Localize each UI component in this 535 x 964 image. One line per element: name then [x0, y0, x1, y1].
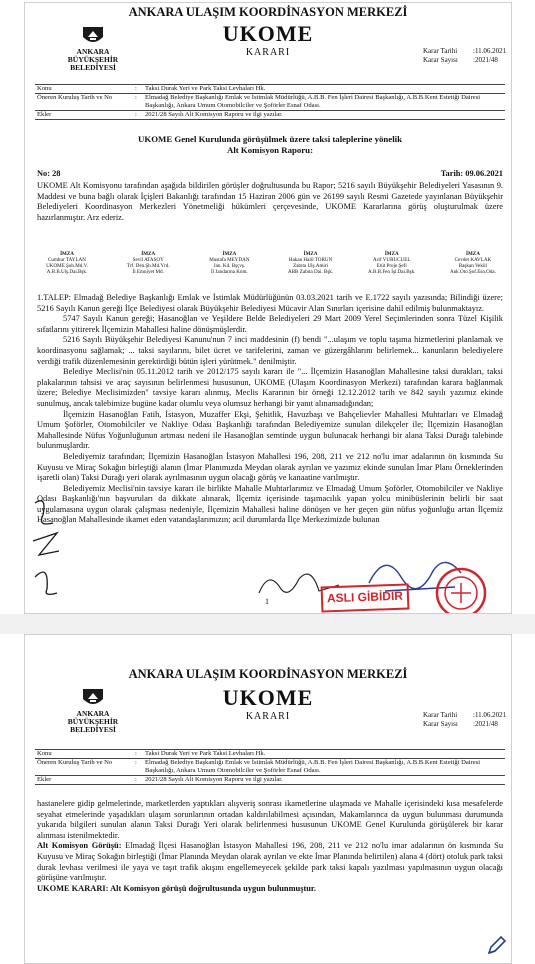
ekler-value: 2021/28 Sayılı Alt Komisyon Raporu ve ilgi yazılar. [143, 776, 505, 785]
pencil-icon[interactable] [485, 935, 507, 957]
signature-1: İMZA Cumhur TAYLAN UKOME Şub.Md.V. A.B.B.Ulş.Dai.Bşk. [46, 251, 88, 275]
oneren-label: Öneren Kuruluş Tarih ve No [35, 759, 133, 776]
ukome-karari-text: Alt Komisyon görüşü doğrultusunda uygun bulunmuştur. [110, 883, 316, 893]
signature-block [35, 251, 505, 275]
info-table: Konu : Taksi Durak Yeri ve Park Taksi Levhaları Hk. Öneren Kuruluş Tarih ve No : Elmadağ Belediye Başkanlığı Emlak ve İstimlak Müdürlüğü, A.B.B. Fen İşleri Dairesi Başkanlığı, A.B.B.Kent Estetiği Dairesi Başkanlığı, Ankara Umum Otomobilciler ve Şoförler Esnaf Odası. Ekler : 2021/28 Sayılı Alt Komisyon Raporu ve ilgi yazılar. [35, 84, 505, 120]
ankara-emblem-icon [80, 25, 106, 47]
round-seal-icon [429, 563, 493, 614]
alt-komisyon-text: Elmadağ İlçesi Hasanoğlan İstasyon Mahallesi 196, 208, 211 ve 212 no'lu imar adalarının ön kısmında Su Kuyusu ve Miraç Sokağın birleştiği (İmar Planında Meydan olarak ayrılan ve ekte İmar Planında belirtilen) alana 4 (dört) otoluk park taksi durak levhası verilmesi ile yaya ve taşıt trafik akışını engellemeyecek şekilde park taksi kapalı yazılması yapılmasının uygun olacağı görüşüne varılmıştır. [37, 841, 504, 883]
report-heading-2: Alt Komisyon Raporu: [226, 145, 314, 155]
ekler-value: 2021/28 Sayılı Alt Komisyon Raporu ve ilgi yazılar. [143, 111, 505, 120]
paragraph-talep: 1.TALEP: Elmadağ Belediye Başkanlığı Emlak ve İstimlak Müdürlüğünün 03.03.2021 tarih ve E.1722 sayılı yazısında; Bilindiği üzere; 5216 Sayılı Kanun gereği İlçe Belediyesi olarak Büyükşehir Belediyesi Mücavir Alan Sınırları içerisine dahil edilmiş bulunmaktayız. [37, 293, 503, 313]
oneren-value: Elmadağ Belediye Başkanlığı Emlak ve İstimlak Müdürlüğü, A.B.B. Fen İşleri Dairesi Başkanlığı, A.B.B.Kent Estetiği Dairesi Başkanlığı, Ankara Umum Otomobilciler ve Şoförler Esnaf Odası. [143, 759, 505, 776]
paragraph-7: Belediyemiz Meclisi'nin tavsiye kararı ile birlikte Mahalle Muhtarlarımız ve Elmadağ Umum Şoförler, Otomobilciler ve Nakliye Odası Başkanlığı'nın başvuruları da dikkate alınarak, İlçemiz içerisinde taşımacılık yapan yolcu minibüslerinin belirli bir saat uygulamasına uygun olarak çalışması nedeniyle, İlçemizin Mahallesi haline dönüşen ve her geçen gün nüfus yoğunluğu artan İlçemiz Hasanoğlan Mahallesinde ikamet eden vatandaşlarımızın; acil durumlarda İlçe Merkezimizde bulunan [37, 483, 503, 525]
karar-tarihi-label: Karar Tarihi [423, 711, 458, 719]
ekler-label: Ekler [35, 776, 133, 785]
report-tarih: Tarih: 09.06.2021 [440, 169, 503, 178]
paragraph-6: Belediyemiz tarafından; İlçemizin Hasanoğlan İstasyon Mahallesi 196, 208, 211 ve 212 no'lu imar adalarının ön kısmında Su Kuyusu ve Miraç Sokağın birleştiği alanın (İmar Planımızda Meydan olarak ayrılan ve yazımız ekinde sunulan İmar Planı Örneklerinden işaretli olan) Taksi Durağı yeri olarak ayrılmasının uygun olacağı görüş ve kanaatine varılmıştır. [37, 451, 503, 483]
continuation-paragraph: hastanelere gidip gelmelerinde, marketlerden yaptıkları alışveriş sonrası ikametlerine ulaşmada ve Mahalle içerisindeki kısa mesafelerde seyahat etmelerinde yaşadıkları ulaşım sorunlarının ortadan kaldırılabilmesi açısından, Makamlarınca da uygun bulunması durumunda yukarıda bilgileri sunulan alanın Taksi Durağı Yeri olarak belirlenmesi hususunun UKOME Genel Kurulunda görüşülerek bir karar alınması istenilmektedir. [37, 799, 503, 840]
ankara-logo-2 [61, 687, 125, 734]
ekler-label: Ekler [35, 111, 133, 120]
karari-subtitle-2: KARARI [245, 711, 291, 722]
report-body-2 [37, 799, 503, 894]
logo-line-belediyesi: BELEDİYESİ [70, 63, 116, 72]
karar-sayisi: :2021/48 [473, 56, 498, 64]
asli-gibidir-stamp: ASLI GİBİDİR [321, 583, 410, 612]
paragraph-5: İlçemizin Hasanoğlan Fatih, İstasyon, Muzaffer Ekşi, Şehitlik, Havuzbaşı ve Bahçelievler Mahallesi Muhtarları ve Elmadağ Umum Şoförler, Otomobilciler ve Nakliye Odası Başkanlığı tarafından Belediyemize sunulan dilekçeler ile; İlçemizin Hasanoğlan Mahallesinde Nüfus Yoğunluğunun artması nedeni ile Hasanoğlan semtinde uygun bulunacak herhangi bir alana Taksi Durağı talebinde bulunmuşlardır. [37, 409, 503, 451]
document-page-1 [24, 2, 512, 614]
karar-meta [423, 47, 506, 65]
scan-gap [0, 614, 535, 634]
paragraph-2: 5747 Sayılı Kanun gereği; Hasanoğlan ve Yeşildere Belde Belediyeleri 29 Mart 2009 Yerel Seçimlerinden sonra Tüzel Kişilik sıfatlarını yitirerek İlçemizin Mahallesi haline dönüşmüşlerdir. [37, 314, 503, 334]
ankara-logo [61, 25, 125, 72]
signature-5: İMZA Arif VURUCUEL Etüt Proje Şefi A.B.B.Fen İşl.Dai.Bşk. [368, 251, 416, 275]
institution-name: ANKARA ULAŞIM KOORDİNASYON MERKEZİ [128, 5, 408, 19]
signature-2: İMZA Sevil ATASOY Trf. Den.Şb.Md.Yrd. İl Emniyet Md. [126, 251, 170, 275]
karar-sayisi-label: Karar Sayısı [423, 56, 458, 64]
report-body [37, 293, 503, 526]
konu-label: Konu [35, 750, 133, 759]
ankara-emblem-icon [80, 687, 106, 709]
info-table-2: Konu : Taksi Durak Yeri ve Park Taksi Levhaları Hk. Öneren Kuruluş Tarih ve No : Elmadağ Belediye Başkanlığı Emlak ve İstimlak Müdürlüğü, A.B.B. Fen İşleri Dairesi Başkanlığı, A.B.B.Kent Estetiği Dairesi Başkanlığı, Ankara Umum Otomobilciler ve Şoförler Esnaf Odası. Ekler : 2021/28 Sayılı Alt Komisyon Raporu ve ilgi yazılar. [35, 749, 505, 785]
alt-komisyon-label: Alt Komisyon Görüşü: [37, 841, 122, 851]
logo-line-buyuksehir: BÜYÜKŞEHİR [67, 55, 119, 64]
logo-line-belediyesi: BELEDİYESİ [70, 725, 116, 734]
ukome-title-2: UKOME [222, 685, 314, 710]
karar-meta-2 [423, 711, 506, 729]
report-no: No: 28 [37, 169, 61, 178]
margin-initials-signature [27, 493, 67, 603]
oneren-value: Elmadağ Belediye Başkanlığı Emlak ve İstimlak Müdürlüğü, A.B.B. Fen İşleri Dairesi Başkanlığı, A.B.B.Kent Estetiği Dairesi Başkanlığı, Ankara Umum Otomobilciler ve Şoförler Esnaf Odası. [143, 94, 505, 111]
report-heading-1: UKOME Genel Kurulunda görüşülmek üzere taksi taleplerine yönelik [138, 134, 402, 144]
paragraph-4: Belediye Meclisi'nin 05.11.2012 tarih ve 2012/175 sayılı kararı ile "... İlçemizin Hasanoğlan Mahallesine taksi durakları, taksi plakalarının tahsisi ve araç sayısının belirlenmesi hususunun, UKOME (Ulaşım Koordinasyon Merkezi) tarafından karara bağlanmak üzere; Belediye Meclisimizden" tavsiye kararı alınmış, Meclis Kararının bir örneği 12.12.2012 tarih ve 842 sayılı yazımız ekinde sunulmuş, ancak talebimize bugüne kadar olumlu veya olumsuz herhangi bir yanıt alınamadığından; [37, 367, 503, 408]
konu-label: Konu [35, 85, 133, 94]
signature-4: İMZA Hakan Halil TORUN Zabıta Ulş.Amiri ABB Zabıta Dai. Bşk. [287, 251, 334, 275]
ukome-karari-label: UKOME KARARI: [37, 883, 109, 893]
karar-tarihi: :11.06.2021 [473, 47, 507, 55]
document-page-2 [24, 634, 512, 964]
karar-sayisi: :2021/48 [473, 720, 498, 728]
logo-line-ankara: ANKARA [76, 709, 110, 718]
logo-line-ankara: ANKARA [76, 47, 110, 56]
konu-value: Taksi Durak Yeri ve Park Taksi Levhaları Hk. [143, 85, 505, 94]
signature-3: İMZA Mustafa MEYDAN Jan. Kd. Bşçvş. İl Jandarma Kom. [209, 251, 250, 275]
karar-tarihi: :11.06.2021 [473, 711, 507, 719]
paragraph-3: 5216 Sayılı Büyükşehir Belediyesi Kanunu'nun 7 inci maddesinin (f) bendi "...ulaşım ve toplu taşıma hizmetlerini planlamak ve koordinasyonu sağlamak; ... taksi sayılarını, bilet ücret ve tarifelerini, zaman ve güzergâhlarını belirlemek... kanunların belediyelere verdiği trafik düzenlemesinin gerektirdiği bütün işleri yürütmek." denilmiştir. [37, 335, 503, 366]
oneren-label: Öneren Kuruluş Tarih ve No [35, 94, 133, 111]
institution-name-2: ANKARA ULAŞIM KOORDİNASYON MERKEZİ [128, 667, 408, 681]
konu-value: Taksi Durak Yeri ve Park Taksi Levhaları Hk. [143, 750, 505, 759]
karari-subtitle: KARARI [245, 47, 291, 58]
report-intro: UKOME Alt Komisyonu tarafından aşağıda bildirilen görüşler doğrultusunda bu Rapor; 5216 sayılı Büyükşehir Belediyeleri Yasasının 9. Maddesi ve buna bağlı olarak İçişleri Bakanlığı tarafından 15 Haziran 2006 gün ve 26199 sayılı Resmi Gazetede yayınlanan Büyükşehir Belediyeleri Koordinasyon Merkezleri Yönetmeliği hükümleri çerçevesinde, UKOME Kararlarına görüş oluşturulmak üzere hazırlanmıştır. Arz ederiz. [37, 181, 503, 222]
karar-sayisi-label: Karar Sayısı [423, 720, 458, 728]
karar-tarihi-label: Karar Tarihi [423, 47, 458, 55]
ukome-title: UKOME [222, 21, 314, 46]
logo-line-buyuksehir: BÜYÜKŞEHİR [67, 717, 119, 726]
page-number: 1 [265, 597, 269, 606]
signature-6: İMZA Cevdet KAVLAK Başkan Vekili Ank.Oto.Şof.Esn.Oda. [449, 251, 496, 275]
